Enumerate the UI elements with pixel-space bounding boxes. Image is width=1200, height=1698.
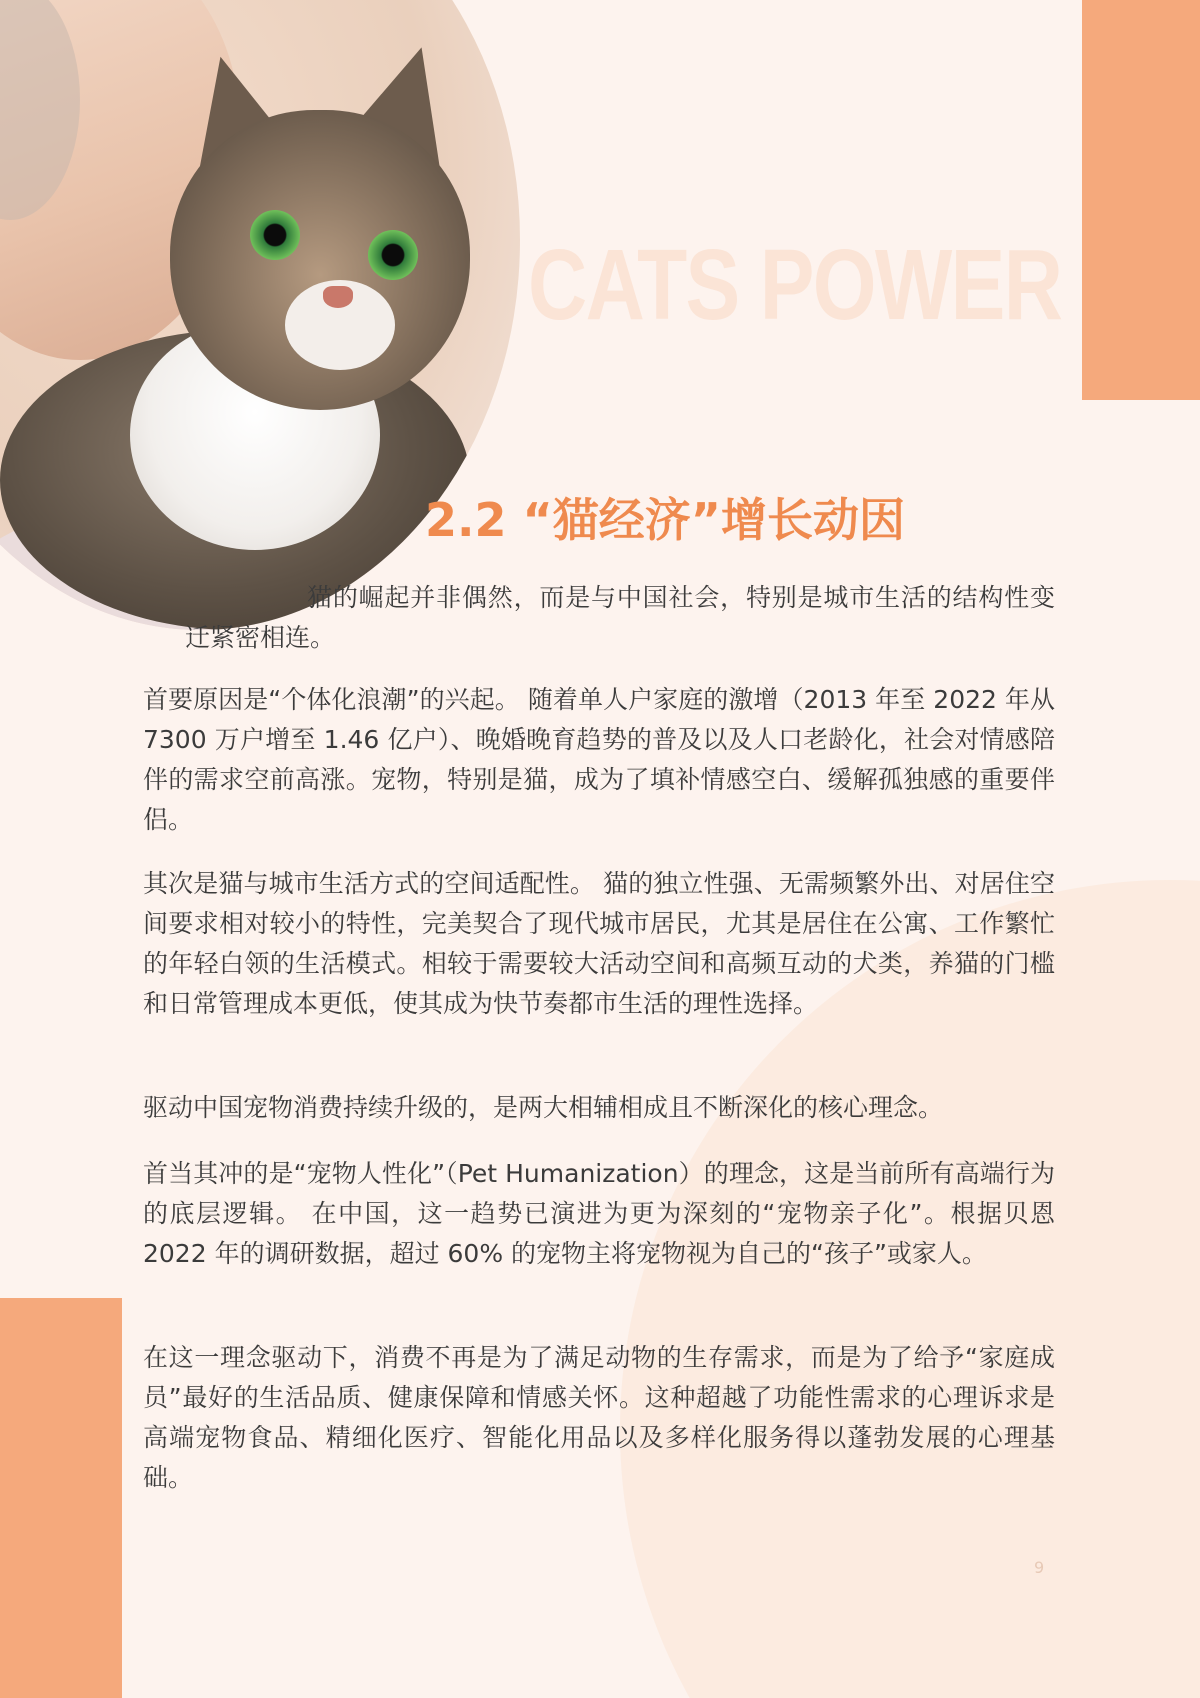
- page-number: 9: [1034, 1558, 1045, 1577]
- decorative-bar-top-right: [1082, 0, 1200, 400]
- section-title: 2.2 “猫经济”增长动因: [425, 493, 905, 547]
- paragraph-individualization: 首要原因是“个体化浪潮”的兴起。 随着单人户家庭的激增（2013 年至 2022 年从 7300 万户增至 1.46 亿户）、晚婚晚育趋势的普及以及人口老龄化，社会对情感陪伴的需求空前高涨。宠物，特别是猫，成为了填补情感空白、缓解孤独感的重要伴侣。: [143, 685, 1055, 834]
- paragraph-core-concepts: 驱动中国宠物消费持续升级的，是两大相辅相成且不断深化的核心理念。: [143, 1093, 944, 1122]
- cat-eye-right: [368, 230, 418, 280]
- decorative-bar-bottom-left: [0, 1298, 122, 1698]
- cat-nose: [323, 286, 353, 308]
- watermark-text: CATS POWER: [528, 229, 1062, 341]
- intro-paragraph: 猫的崛起并非偶然，而是与中国社会，特别是城市生活的结构性变迁紧密相连。: [185, 583, 1055, 652]
- cat-eye-left: [250, 210, 300, 260]
- paragraph-pet-humanization: 首当其冲的是“宠物人性化”（Pet Humanization）的理念，这是当前所有高端行为的底层逻辑。 在中国，这一趋势已演进为更为深刻的“宠物亲子化”。根据贝恩 2022 年的调研数据，超过 60% 的宠物主将宠物视为自己的“孩子”或家人。: [143, 1159, 1055, 1268]
- paragraph-consumption-upgrade: 在这一理念驱动下，消费不再是为了满足动物的生存需求，而是为了给予“家庭成员”最好的生活品质、健康保障和情感关怀。这种超越了功能性需求的心理诉求是高端宠物食品、精细化医疗、智能化用品以及多样化服务得以蓬勃发展的心理基础。: [143, 1343, 1055, 1492]
- paragraph-space-fit: 其次是猫与城市生活方式的空间适配性。 猫的独立性强、无需频繁外出、对居住空间要求相对较小的特性，完美契合了现代城市居民，尤其是居住在公寓、工作繁忙的年轻白领的生活模式。相较于需要较大活动空间和高频互动的犬类，养猫的门槛和日常管理成本更低，使其成为快节奏都市生活的理性选择。: [143, 869, 1055, 1018]
